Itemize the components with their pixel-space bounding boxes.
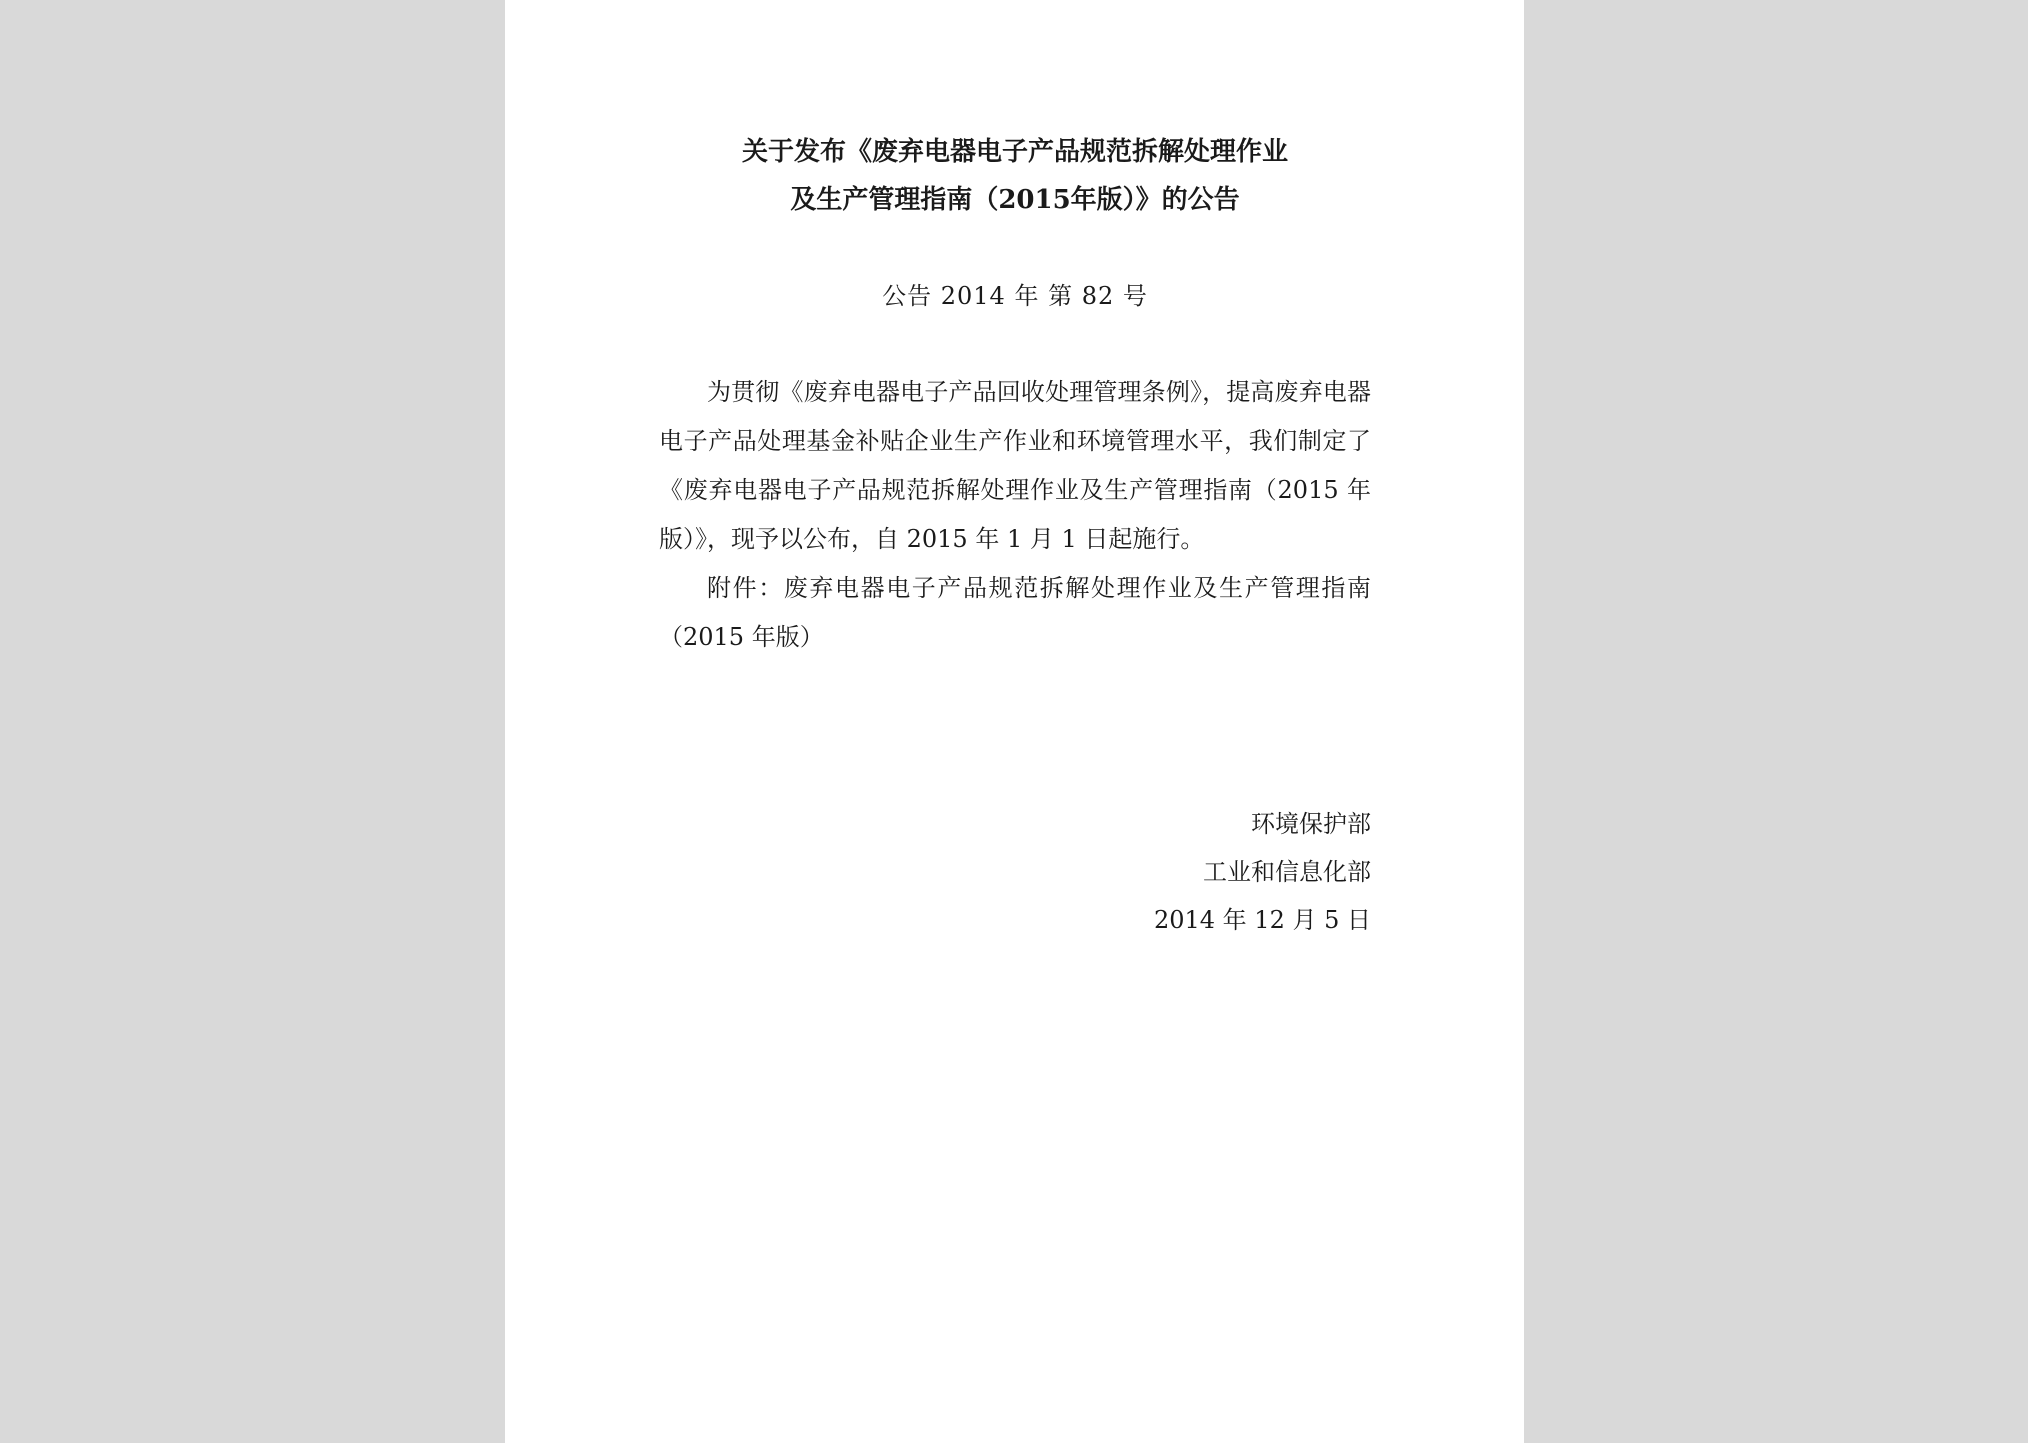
signature-date: 2014 年 12 月 5 日 [1153, 906, 1371, 934]
signature-block [659, 800, 1371, 944]
document-body [659, 368, 1371, 662]
document-number: 公告 2014 年 第 82 号 [882, 282, 1148, 310]
title-line-1: 关于发布《废弃电器电子产品规范拆解处理作业 [741, 137, 1288, 167]
signature-org-2: 工业和信息化部 [1203, 858, 1371, 886]
signature-org-1: 环境保护部 [1251, 810, 1371, 838]
body-paragraph-main: 为贯彻《废弃电器电子产品回收处理管理条例》，提高废弃电器电子产品处理基金补贴企业生产作业和环境管理水平，我们制定了《废弃电器电子产品规范拆解处理作业及生产管理指南（2015 年版）》，现予以公布，自 2015 年 1 月 1 日起施行。 [659, 378, 1371, 553]
document-page [505, 0, 1524, 1443]
title-line-2: 及生产管理指南（2015年版）》的公告 [790, 185, 1240, 215]
body-paragraph-attachment: 附件：废弃电器电子产品规范拆解处理作业及生产管理指南（2015 年版） [659, 574, 1371, 651]
document-title [659, 128, 1371, 224]
